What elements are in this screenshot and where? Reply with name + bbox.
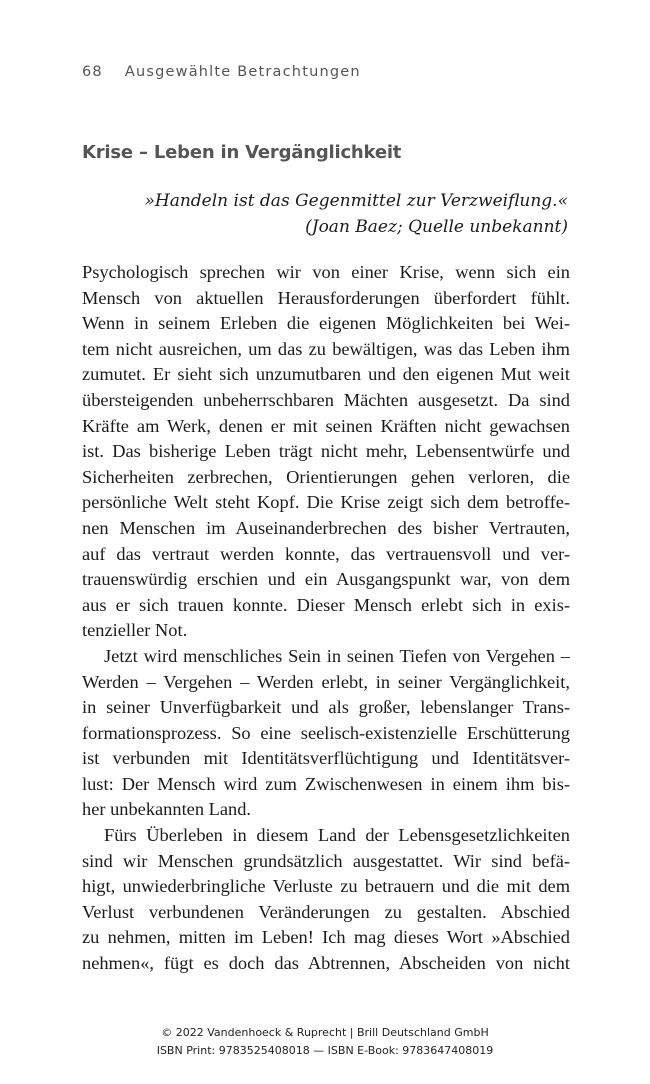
body-line: Verlust verbundenen Veränderungen zu gestalten. Abschied (82, 901, 570, 922)
body-line: her unbekannten Land. (82, 799, 252, 820)
epigraph (88, 188, 568, 240)
footer-copyright: © 2022 Vandenhoeck & Ruprecht | Brill Deutschland GmbH (161, 1026, 489, 1039)
body-line: formationsprozess. So eine seelisch-existenzielle Erschütterung (82, 722, 570, 743)
body-line: lust: Der Mensch wird zum Zwischenwesen in einem ihm bis- (82, 773, 570, 794)
body-line: auf das vertraut werden konnte, das vertrauensvoll und ver- (82, 543, 570, 564)
page-footer (0, 1024, 650, 1060)
body-line: ist verbunden mit Identitätsverflüchtigung und Identitätsver- (82, 748, 570, 769)
body-text (82, 260, 570, 977)
body-line: Fürs Überleben in diesem Land der Lebensgesetzlichkeiten (104, 825, 570, 846)
body-line: trauenswürdig erschien und ein Ausgangspunkt war, von dem (82, 569, 570, 590)
page-number: 68 (82, 64, 103, 80)
body-line: Wenn in seinem Erleben die eigenen Möglichkeiten bei Wei- (82, 313, 570, 334)
epigraph-attribution: (Joan Baez; Quelle unbekannt) (305, 217, 568, 237)
body-line: higt, unwiederbringliche Verluste zu betrauern und die mit dem (82, 876, 570, 897)
running-head (82, 64, 361, 80)
epigraph-quote: »Handeln ist das Gegenmittel zur Verzweiflung.« (144, 191, 568, 211)
body-line: zu nehmen, mitten im Leben! Ich mag dieses Wort »Abschied (82, 927, 570, 948)
body-line: tenzieller Not. (82, 620, 188, 641)
body-line: Kräfte am Werk, denen er mit seinen Kräften nicht gewachsen (82, 415, 570, 436)
body-line: Sicherheiten zerbrechen, Orientierungen gehen verloren, die (82, 466, 570, 487)
body-line: nehmen«, fügt es doch das Abtrennen, Abscheiden von nicht (82, 953, 570, 974)
body-line: ist. Das bisherige Leben trägt nicht mehr, Lebensentwürfe und (82, 441, 570, 462)
body-line: übersteigenden unbeherrschbaren Mächten ausgesetzt. Da sind (82, 389, 570, 410)
body-line: sind wir Menschen grundsätzlich ausgestattet. Wir sind befä- (82, 850, 570, 871)
body-line: nen Menschen im Auseinanderbrechen des bisher Vertrauten, (82, 517, 570, 538)
body-line: persönliche Welt steht Kopf. Die Krise zeigt sich dem betroffe- (82, 492, 570, 513)
body-line: Jetzt wird menschliches Sein in seinen Tiefen von Vergehen – (104, 645, 570, 666)
body-line: Mensch von aktuellen Herausforderungen überfordert fühlt. (82, 287, 570, 308)
body-line: zumutet. Er sieht sich unzumutbaren und den eigenen Mut weit (82, 364, 570, 385)
body-line: Werden – Vergehen – Werden erlebt, in seiner Vergänglichkeit, (82, 671, 570, 692)
body-line: Psychologisch sprechen wir von einer Krise, wenn sich ein (82, 262, 570, 282)
body-line: tem nicht ausreichen, um das zu bewältigen, was das Leben ihm (82, 338, 570, 359)
footer-isbn: ISBN Print: 9783525408018 — ISBN E-Book: 9783647408019 (156, 1044, 494, 1057)
running-head-title: Ausgewählte Betrachtungen (124, 64, 361, 80)
body-line: aus er sich trauen konnte. Dieser Mensch erlebt sich in exis- (82, 594, 570, 615)
section-heading: Krise – Leben in Vergänglichkeit (82, 142, 402, 163)
body-line: in seiner Unverfügbarkeit und als großer, lebenslanger Trans- (82, 697, 570, 718)
